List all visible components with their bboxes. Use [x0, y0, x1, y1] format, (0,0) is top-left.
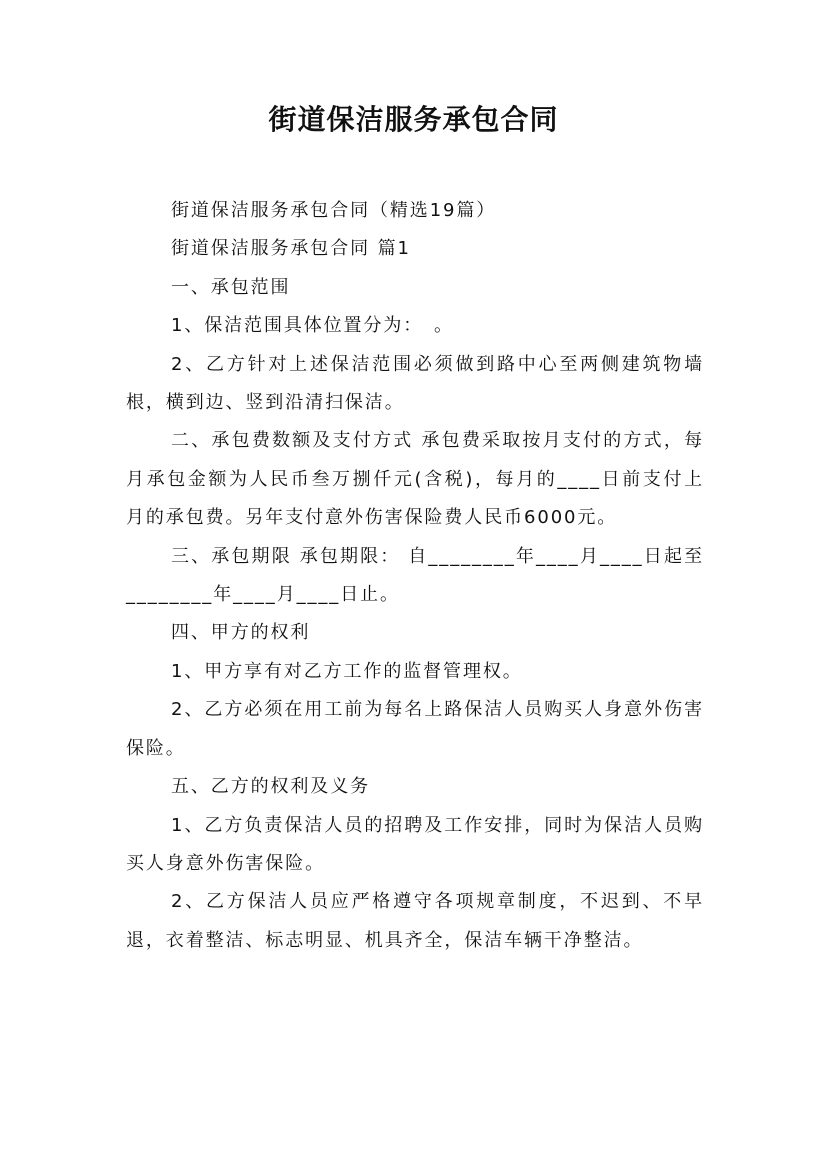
document-body	[126, 192, 704, 960]
section-fee-and-payment: 二、承包费数额及支付方式 承包费采取按月支付的方式，每月承包金额为人民币叁万捌仟元(含税)，每月的____日前支付上月的承包费。另年支付意外伤害保险费人民币6000元。	[126, 430, 704, 529]
paragraph-heading-collection: 街道保洁服务承包合同（精选19篇）	[171, 200, 497, 221]
document-title: 街道保洁服务承包合同	[268, 103, 559, 136]
section-heading-scope: 一、承包范围	[171, 276, 291, 298]
clause-party-b-conduct: 2、乙方保洁人员应严格遵守各项规章制度，不迟到、不早退，衣着整洁、标志明显、机具齐全，保洁车辆干净整洁。	[126, 891, 704, 951]
paragraph-heading-article-1: 街道保洁服务承包合同 篇1	[171, 238, 411, 260]
section-heading-party-b-rights: 五、乙方的权利及义务	[171, 776, 370, 798]
clause-scope-location: 1、保洁范围具体位置分为： 。	[171, 315, 454, 337]
clause-scope-requirement: 2、乙方针对上述保洁范围必须做到路中心至两侧建筑物墙根，横到边、竖到沿清扫保洁。	[126, 353, 704, 414]
section-heading-party-a-rights: 四、甲方的权利	[171, 622, 311, 644]
clause-party-b-staffing: 1、乙方负责保洁人员的招聘及工作安排，同时为保洁人员购买人身意外伤害保险。	[126, 814, 704, 874]
section-contract-period: 三、承包期限 承包期限： 自________年____月____日起至________年____月____日止。	[126, 545, 704, 606]
clause-party-a-insurance: 2、乙方必须在用工前为每名上路保洁人员购买人身意外伤害保险。	[126, 699, 704, 759]
clause-party-a-supervision: 1、甲方享有对乙方工作的监督管理权。	[171, 660, 523, 682]
